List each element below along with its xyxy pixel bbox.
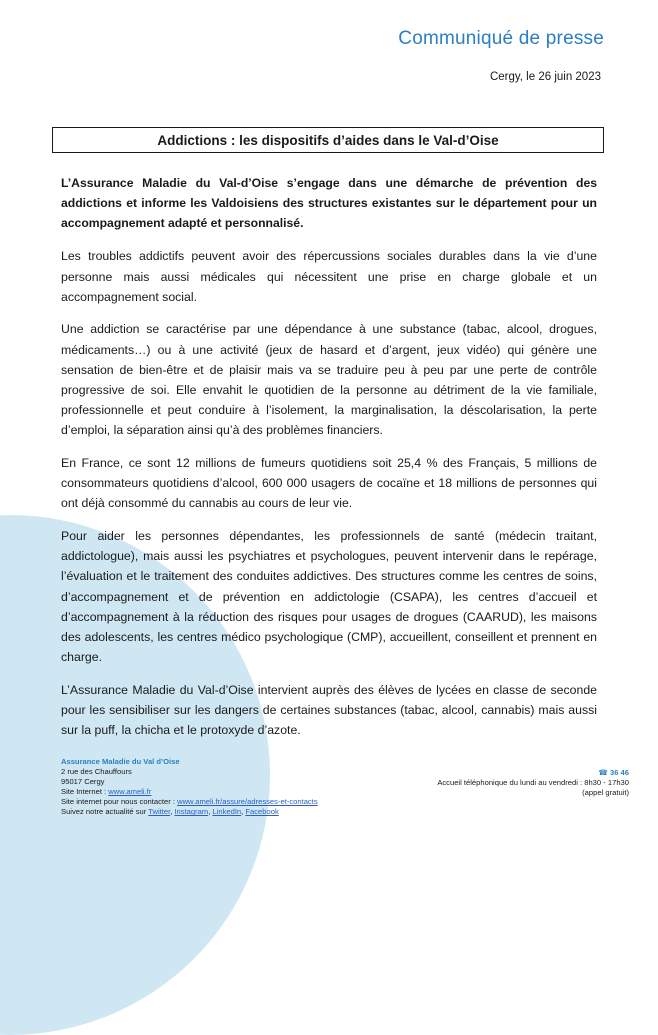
social-link-facebook[interactable]: Facebook — [245, 807, 279, 817]
headline: Addictions : les dispositifs d’aides dans le Val-d’Oise — [157, 132, 499, 148]
social-link-linkedin[interactable]: LinkedIn — [212, 807, 242, 817]
footer-contact-row — [61, 797, 318, 807]
footer-site-row — [61, 787, 318, 797]
footer-social-row: Suivez notre actualité sur Twitter, Instagram, LinkedIn, Facebook — [61, 807, 279, 817]
footer-contact — [61, 757, 318, 818]
social-link-twitter[interactable]: Twitter — [148, 807, 171, 817]
paragraph-statistics: En France, ce sont 12 millions de fumeurs quotidiens soit 25,4 % des Français, 5 millions de consommateurs quotidiens d’alcool, 600 000 usagers de cocaïne et 18 millions de personnes qui ont déjà consommé du cannabis au cours de leur vie. — [61, 456, 597, 511]
footer-address-line2: 95017 Cergy — [61, 777, 105, 787]
footer-phone — [437, 768, 629, 798]
footer-contact-label: Site internet pour nous contacter : — [61, 797, 178, 807]
phone-free-note: (appel gratuit) — [582, 788, 629, 798]
phone-number[interactable]: ☎ 36 46 — [598, 768, 629, 777]
paragraph-school-prevention: L’Assurance Maladie du Val-d’Oise intervient auprès des élèves de lycées en classe de seconde pour les sensibiliser sur les dangers de certaines substances (tabac, alcool, cannabis) mais aussi sur la puff, la chicha et le protoxyde d’azote. — [61, 682, 597, 738]
footer-contact-link[interactable]: www.ameli.fr/assure/adresses-et-contacts — [177, 797, 318, 807]
footer-follow-label: Suivez notre actualité sur — [61, 807, 149, 817]
footer-org-name: Assurance Maladie du Val d’Oise — [61, 757, 180, 766]
document-type-title: Communiqué de presse — [398, 28, 604, 49]
social-link-instagram[interactable]: Instagram — [174, 807, 209, 817]
phone-hours: Accueil téléphonique du lundi au vendredi : 8h30 - 17h30 — [437, 778, 629, 788]
footer-address-line1: 2 rue des Chauffours — [61, 767, 132, 777]
paragraph-definition: Une addiction se caractérise par une dépendance à une substance (tabac, alcool, drogues, médicaments…) ou à une activité (jeux de hasard et d’argent, jeux vidéo) qui génère une sensation de bien-être et de plaisir mais va se traduire peu à peu par une perte de contrôle progressive de soi. Elle envahit le quotidien de la personne au détriment de la vie familiale, professionnelle et peut conduire à l’isolement, la marginalisation, la déscolarisation, la perte d’emploi, la séparation ainsi qu’à des problèmes financiers. — [61, 322, 597, 438]
body-text — [61, 174, 597, 753]
footer-site-link[interactable]: www.ameli.fr — [108, 787, 152, 797]
headline-box — [52, 127, 604, 153]
paragraph-consequences: Les troubles addictifs peuvent avoir des répercussions sociales durables dans la vie d’une personne mais aussi médicales qui nécessitent une prise en charge globale et un accompagnement social. — [61, 249, 597, 304]
paragraph-support-structures: Pour aider les personnes dépendantes, les professionnels de santé (médecin traitant, addictologue), mais aussi les psychiatres et psychologues, peuvent intervenir dans le repérage, l’évaluation et le traitement des conduites addictives. Des structures comme les centres de soins, d’accompagnement et de prévention en addictologie (CSAPA), les centres d’accueil et d’accompagnement à la réduction des risques pour usages de drogues (CAARUD), les maisons des adolescents, les centres médico psychologique (CMP), accueillent, conseillent et prennent en charge. — [61, 529, 597, 665]
footer-site-label: Site Internet : — [61, 787, 109, 797]
location-date: Cergy, le 26 juin 2023 — [489, 71, 601, 83]
lead-paragraph: L’Assurance Maladie du Val-d’Oise s’engage dans une démarche de prévention des addictions et informe les Valdoisiens des structures existantes sur le département pour un accompagnement adapté et personnalisé. — [61, 176, 597, 230]
